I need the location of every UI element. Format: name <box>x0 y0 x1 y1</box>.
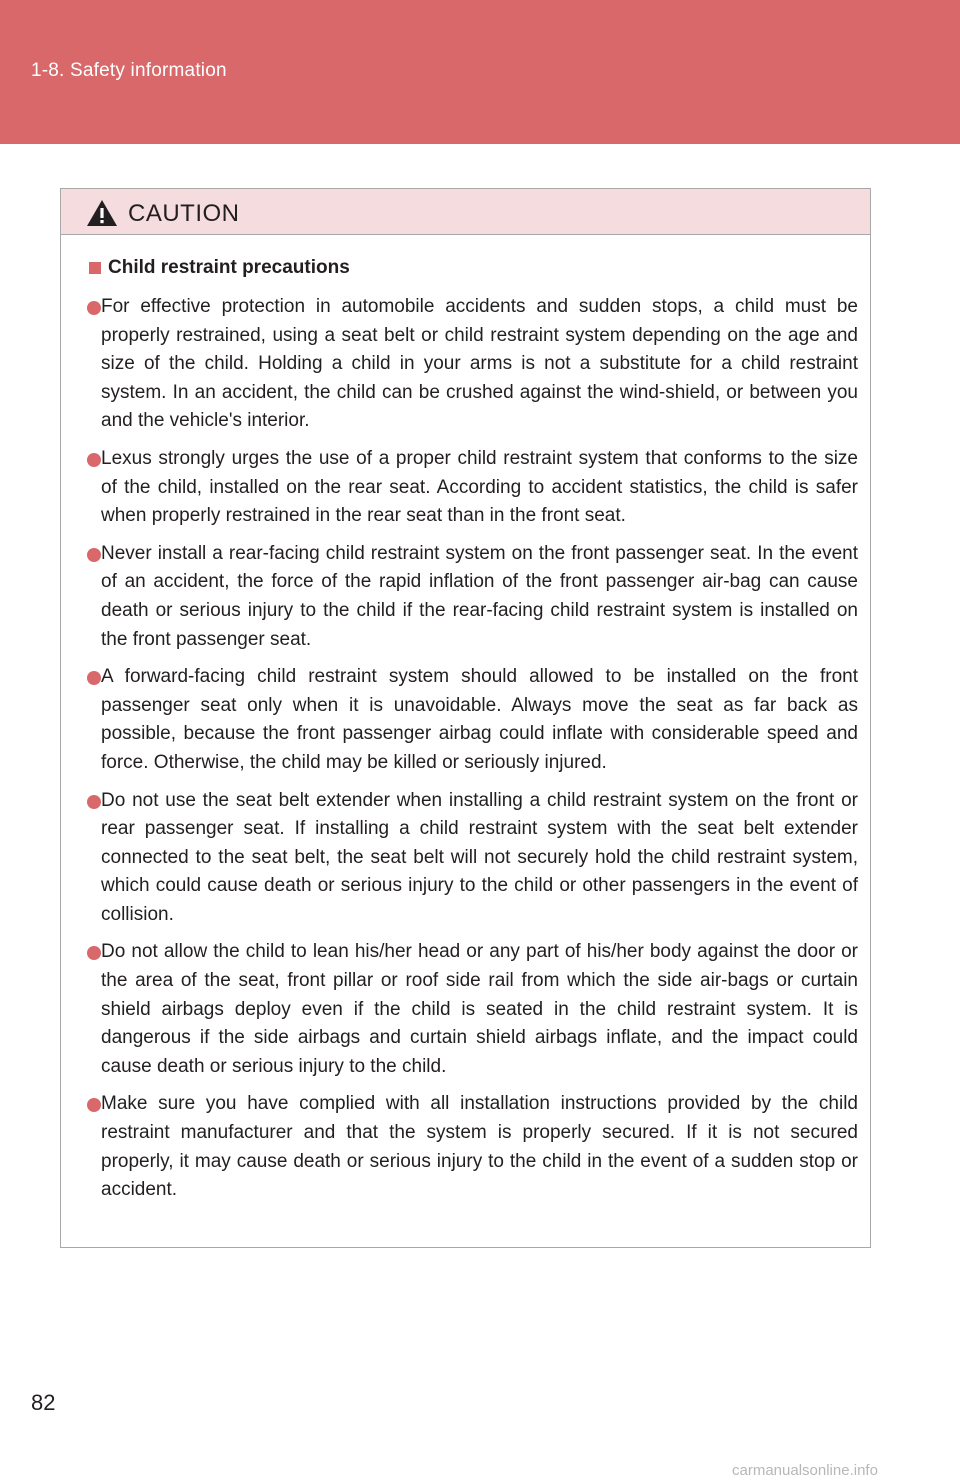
list-item <box>61 787 870 930</box>
circle-bullet-icon <box>87 795 101 809</box>
circle-bullet-icon <box>87 946 101 960</box>
list-item-text: Do not allow the child to lean his/her head or any part of his/her body against the door or the area of the seat, front pillar or roof side rail from which the side air-bags or curtain shield airbags deploy even if the child is seated in the child restraint system. It is dangerous if the side airbags and curtain shield airbags inflate, and the impact could cause death or serious injury to the child. <box>101 941 858 1077</box>
circle-bullet-icon <box>87 301 101 315</box>
list-item-text: A forward-facing child restraint system should allowed to be installed on the front passenger seat only when it is unavoidable. Always move the seat as far back as possible, because the front passenger airbag could inflate with considerable speed and force. Otherwise, the child may be killed or seriously injured. <box>101 666 858 773</box>
list-item-text: For effective protection in automobile accidents and sudden stops, a child must be properly restrained, using a seat belt or child restraint system depending on the age and size of the child. Holding a child in your arms is not a substitute for a child restraint system. In an accident, the child can be crushed against the wind-shield, or between you and the vehicle's interior. <box>101 296 858 432</box>
watermark[interactable]: carmanualsonline.info <box>732 1462 878 1479</box>
caution-label: CAUTION <box>128 200 240 227</box>
list-item <box>61 1090 870 1204</box>
subsection-heading <box>89 257 350 279</box>
caution-list <box>61 293 870 1214</box>
list-item <box>61 938 870 1081</box>
list-item-text: Never install a rear-facing child restraint system on the front passenger seat. In the event of an accident, the force of the rapid inflation of the front passenger air-bag can cause death or serious injury to the child if the rear-facing child restraint system is installed on the front passenger seat. <box>101 542 858 650</box>
list-item-text: Do not use the seat belt extender when installing a child restraint system on the front or rear passenger seat. If installing a child restraint system with the seat belt extender connected to the seat belt, the seat belt will not securely hold the child restraint system, which could cause death or serious injury to the child or other passengers in the event of collision. <box>101 789 858 925</box>
page-number: 82 <box>31 1390 56 1415</box>
circle-bullet-icon <box>87 1098 101 1112</box>
square-bullet-icon <box>89 262 101 274</box>
list-item <box>61 293 870 436</box>
caution-header <box>61 189 870 235</box>
list-item <box>61 445 870 531</box>
circle-bullet-icon <box>87 548 101 562</box>
list-item-text: Lexus strongly urges the use of a proper child restraint system that conforms to the size of the child, installed on the rear seat. According to accident statistics, the child is safer when properly restrained in the rear seat than in the front seat. <box>101 447 858 527</box>
section-title: 1-8. Safety information <box>31 60 227 81</box>
caution-box <box>60 188 871 1248</box>
list-item <box>61 540 870 654</box>
list-item-text: Make sure you have complied with all installation instructions provided by the child restraint manufacturer and that the system is properly secured. If it is not secured properly, it may cause death or serious injury to the child in the event of a sudden stop or accident. <box>101 1093 858 1201</box>
list-item <box>61 663 870 777</box>
circle-bullet-icon <box>87 453 101 467</box>
header-band <box>0 0 960 144</box>
subsection-title: Child restraint precautions <box>108 257 350 278</box>
warning-triangle-icon <box>86 199 118 227</box>
circle-bullet-icon <box>87 671 101 685</box>
